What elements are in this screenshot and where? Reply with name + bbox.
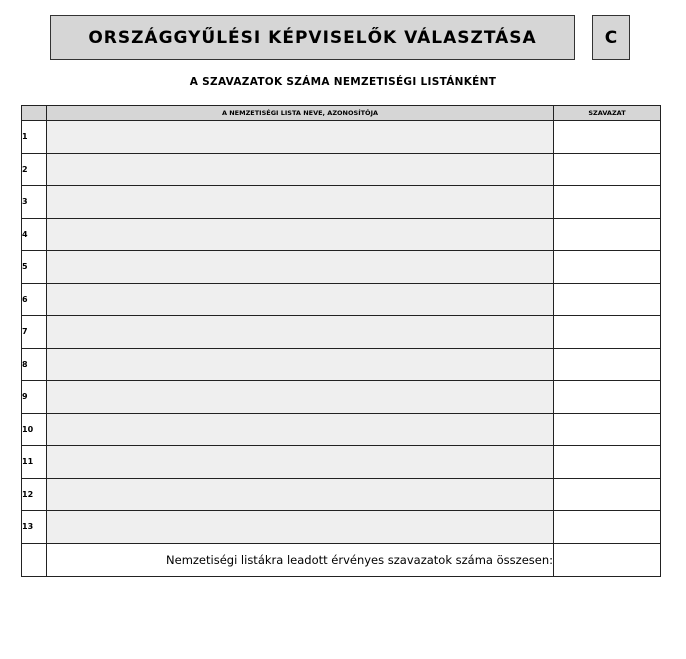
table-row [22, 153, 661, 186]
row-number: 6 [22, 283, 47, 316]
list-name-field[interactable] [47, 316, 554, 349]
row-number: 5 [22, 251, 47, 284]
row-number: 2 [22, 153, 47, 186]
votes-table [21, 105, 661, 577]
table-row [22, 121, 661, 154]
table-row [22, 251, 661, 284]
table-row [22, 348, 661, 381]
form-code: C [592, 15, 630, 60]
table-row [22, 511, 661, 544]
votes-field[interactable] [554, 381, 661, 414]
table-row [22, 186, 661, 219]
list-name-field[interactable] [47, 121, 554, 154]
list-name-field[interactable] [47, 348, 554, 381]
votes-field[interactable] [554, 121, 661, 154]
list-name-field[interactable] [47, 186, 554, 219]
table-row [22, 381, 661, 414]
column-header-list-name: A NEMZETISÉGI LISTA NEVE, AZONOSÍTÓJA [47, 106, 554, 121]
table-header-row [22, 106, 661, 121]
row-number: 11 [22, 446, 47, 479]
row-number: 1 [22, 121, 47, 154]
table-row [22, 413, 661, 446]
total-number-cell [22, 543, 47, 576]
column-header-number [22, 106, 47, 121]
form-title: ORSZÁGGYŰLÉSI KÉPVISELŐK VÁLASZTÁSA [50, 15, 575, 60]
votes-field[interactable] [554, 478, 661, 511]
table-row [22, 478, 661, 511]
list-name-field[interactable] [47, 413, 554, 446]
votes-field[interactable] [554, 413, 661, 446]
votes-field[interactable] [554, 218, 661, 251]
list-name-field[interactable] [47, 446, 554, 479]
list-name-field[interactable] [47, 478, 554, 511]
column-header-votes: SZAVAZAT [554, 106, 661, 121]
row-number: 4 [22, 218, 47, 251]
row-number: 12 [22, 478, 47, 511]
list-name-field[interactable] [47, 218, 554, 251]
row-number: 8 [22, 348, 47, 381]
votes-field[interactable] [554, 511, 661, 544]
list-name-field[interactable] [47, 251, 554, 284]
votes-field[interactable] [554, 153, 661, 186]
list-name-field[interactable] [47, 381, 554, 414]
row-number: 10 [22, 413, 47, 446]
row-number: 3 [22, 186, 47, 219]
votes-field[interactable] [554, 251, 661, 284]
table-subtitle: A SZAVAZATOK SZÁMA NEMZETISÉGI LISTÁNKÉNT [189, 76, 497, 88]
list-name-field[interactable] [47, 153, 554, 186]
votes-field[interactable] [554, 348, 661, 381]
votes-field[interactable] [554, 186, 661, 219]
votes-field[interactable] [554, 316, 661, 349]
row-number: 13 [22, 511, 47, 544]
table-row [22, 446, 661, 479]
total-votes-field[interactable] [554, 543, 661, 576]
table-body [22, 121, 661, 544]
row-number: 9 [22, 381, 47, 414]
votes-field[interactable] [554, 446, 661, 479]
table-row [22, 316, 661, 349]
table-row [22, 283, 661, 316]
table-row [22, 218, 661, 251]
list-name-field[interactable] [47, 511, 554, 544]
list-name-field[interactable] [47, 283, 554, 316]
votes-field[interactable] [554, 283, 661, 316]
total-label: Nemzetiségi listákra leadott érvényes szavazatok száma összesen: [47, 543, 554, 576]
total-row [22, 543, 661, 576]
row-number: 7 [22, 316, 47, 349]
